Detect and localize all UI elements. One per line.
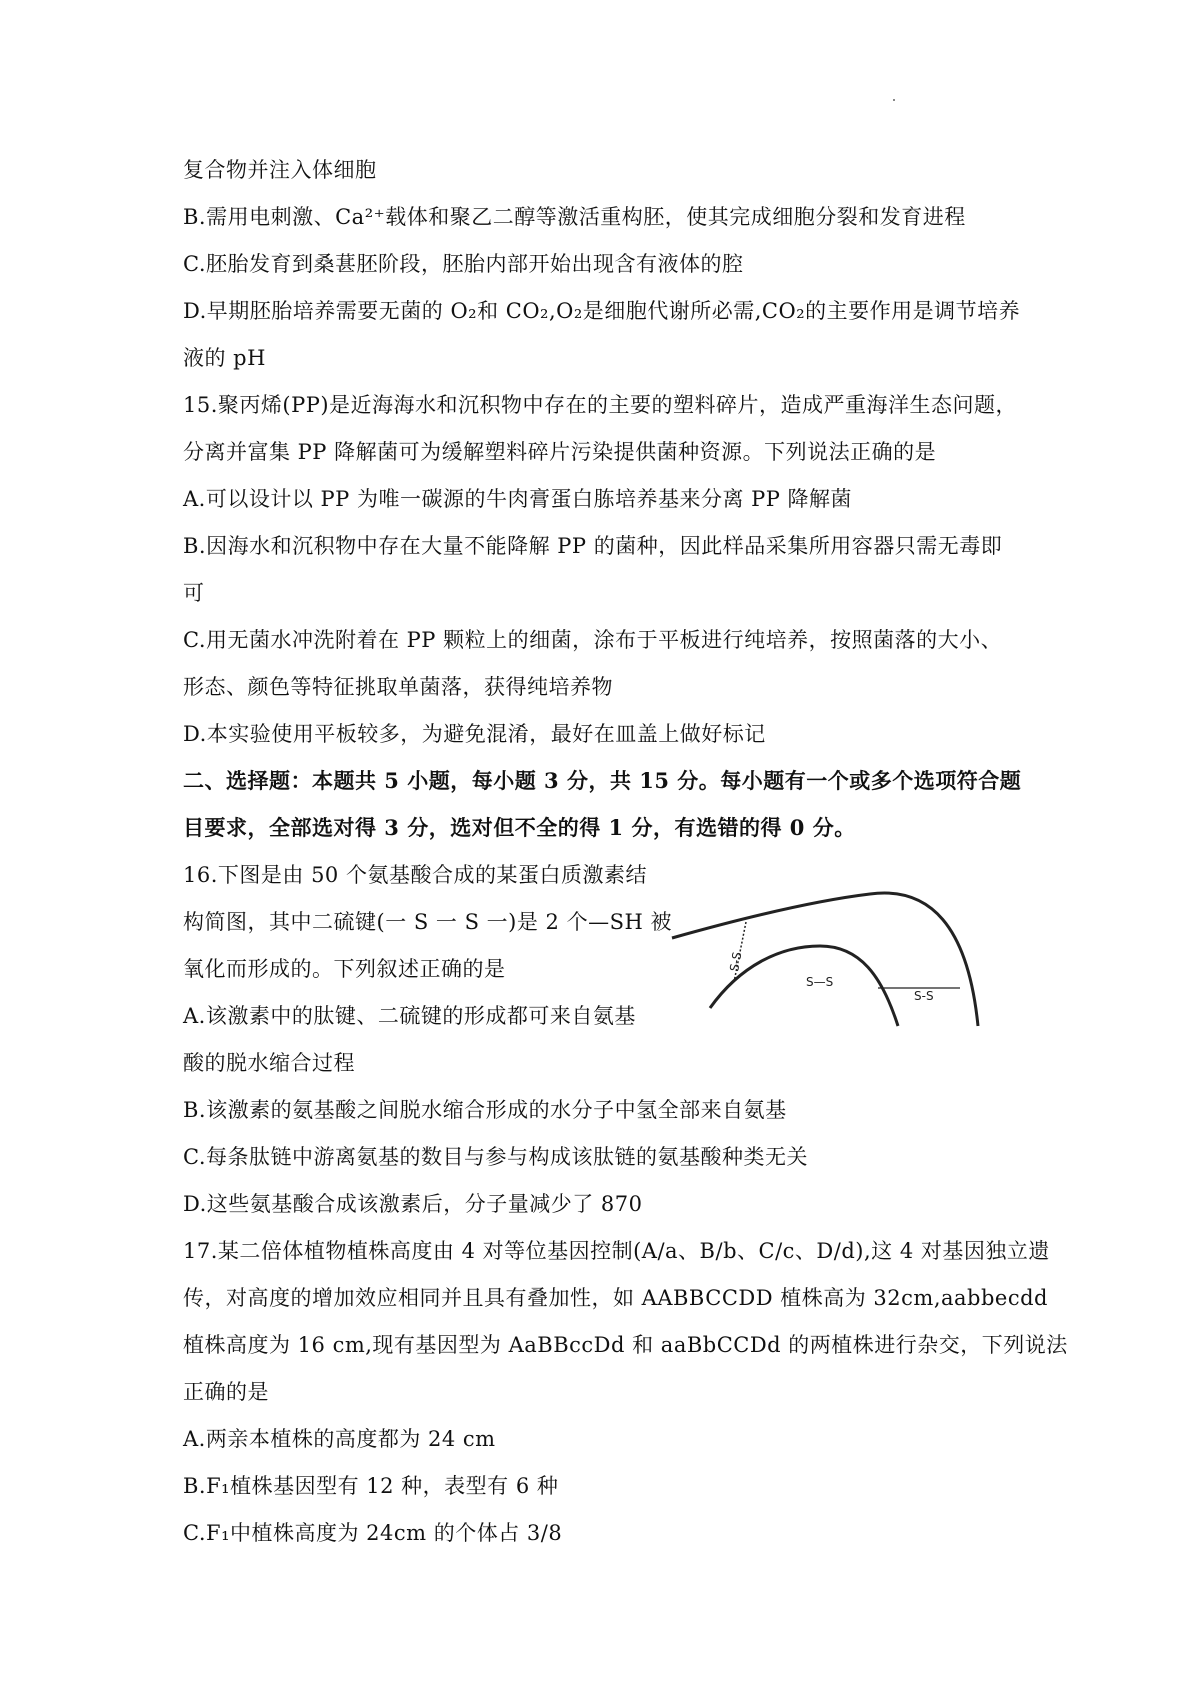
section-heading: 目要求，全部选对得 3 分，选对但不全的得 1 分，有选错的得 0 分。 xyxy=(183,815,856,840)
text-line: 正确的是 xyxy=(183,1380,269,1404)
question-16-stem: 16.下图是由 50 个氨基酸合成的某蛋白质激素结 xyxy=(183,863,647,887)
upper-peptide-chain xyxy=(672,893,978,1026)
text-line: 分离并富集 PP 降解菌可为缓解塑料碎片污染提供菌种资源。下列说法正确的是 xyxy=(183,440,937,464)
option-b: B.因海水和沉积物中存在大量不能降解 PP 的菌种，因此样品采集所用容器只需无毒即 xyxy=(183,534,1003,558)
question-17-stem: 17.某二倍体植物植株高度由 4 对等位基因控制(A/a、B/b、C/c、D/d),这 4 对基因独立遗 xyxy=(183,1239,1050,1263)
text-line: 传，对高度的增加效应相同并且具有叠加性，如 AABBCCDD 植株高为 32cm,aabbecdd xyxy=(183,1286,1048,1310)
option-b: B.该激素的氨基酸之间脱水缩合形成的水分子中氢全部来自氨基 xyxy=(183,1098,787,1122)
option-c: C.F₁中植株高度为 24cm 的个体占 3/8 xyxy=(183,1521,563,1545)
text-line: 植株高度为 16 cm,现有基因型为 AaBBccDd 和 aaBbCCDd 的两植株进行杂交，下列说法 xyxy=(183,1333,1068,1357)
text-line: 酸的脱水缩合过程 xyxy=(183,1051,355,1075)
text-line: 可 xyxy=(183,581,205,605)
question-15-stem: 15.聚丙烯(PP)是近海海水和沉积物中存在的主要的塑料碎片，造成严重海洋生态问题， xyxy=(183,393,1018,417)
text-line: D.早期胚胎培养需要无菌的 O₂和 CO₂,O₂是细胞代谢所必需,CO₂的主要作用是调节培养 xyxy=(183,299,1021,323)
option-a: A.该激素中的肽键、二硫键的形成都可来自氨基 xyxy=(183,1004,636,1028)
scan-speck xyxy=(893,99,895,101)
hormone-structure-figure xyxy=(670,886,1000,1032)
disulfide-bond-label: S-S xyxy=(727,950,745,973)
text-line: 氧化而形成的。下列叙述正确的是 xyxy=(183,957,506,981)
disulfide-bond-label: S—S xyxy=(806,975,834,989)
disulfide-bond-label: S-S xyxy=(914,989,934,1003)
text-line: B.需用电刺激、Ca²⁺载体和聚乙二醇等激活重构胚，使其完成细胞分裂和发育进程 xyxy=(183,205,966,229)
text-line: 复合物并注入体细胞 xyxy=(183,158,377,182)
option-b: B.F₁植株基因型有 12 种，表型有 6 种 xyxy=(183,1474,559,1498)
section-heading: 二、选择题：本题共 5 小题，每小题 3 分，共 15 分。每小题有一个或多个选项符合题 xyxy=(183,768,1022,793)
option-c: C.每条肽链中游离氨基的数目与参与构成该肽链的氨基酸种类无关 xyxy=(183,1145,808,1169)
text-line: 液的 pH xyxy=(183,346,266,370)
text-line: 形态、颜色等特征挑取单菌落，获得纯培养物 xyxy=(183,675,613,699)
option-d: D.本实验使用平板较多，为避免混淆，最好在皿盖上做好标记 xyxy=(183,722,766,746)
option-a: A.两亲本植株的高度都为 24 cm xyxy=(183,1427,496,1451)
option-d: D.这些氨基酸合成该激素后，分子量减少了 870 xyxy=(183,1192,643,1216)
text-line: C.胚胎发育到桑葚胚阶段，胚胎内部开始出现含有液体的腔 xyxy=(183,252,744,276)
text-line: 构简图，其中二硫键(一 S 一 S 一)是 2 个—SH 被 xyxy=(183,910,672,934)
peptide-chain-diagram xyxy=(670,886,1000,1032)
option-a: A.可以设计以 PP 为唯一碳源的牛肉膏蛋白胨培养基来分离 PP 降解菌 xyxy=(183,487,853,511)
option-c: C.用无菌水冲洗附着在 PP 颗粒上的细菌，涂布于平板进行纯培养，按照菌落的大小、 xyxy=(183,628,1003,652)
